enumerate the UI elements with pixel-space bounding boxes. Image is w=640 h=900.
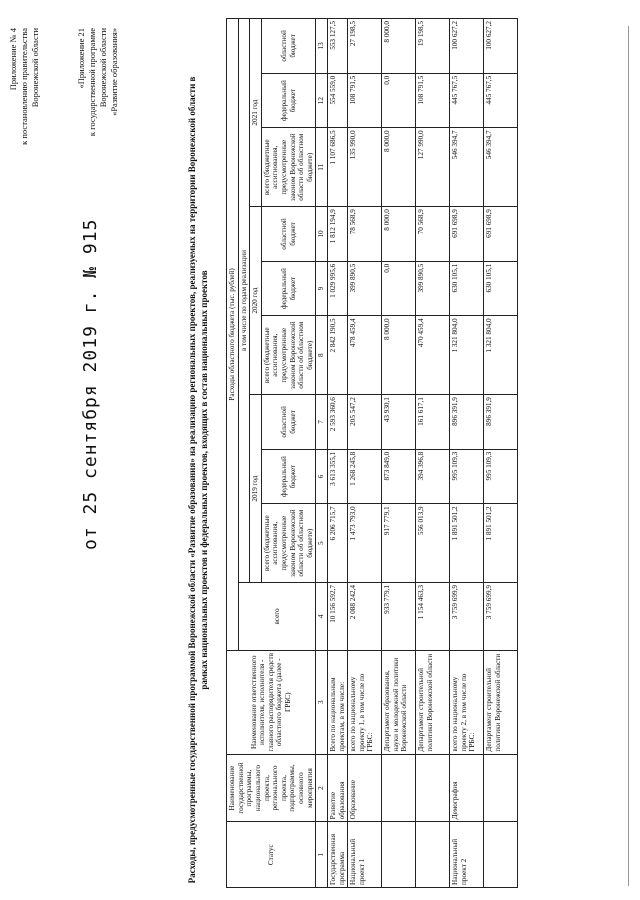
column-index-cell: 8 — [316, 316, 328, 395]
amount-cell: 556 013,9 — [416, 504, 450, 583]
amount-cell: 445 767,5 — [450, 73, 484, 128]
appendix-line: Приложение № 4 — [8, 28, 18, 91]
column-index-cell: 4 — [316, 583, 328, 651]
amount-cell: 2 842 190,5 — [327, 316, 347, 395]
amount-cell: 6 206 715,7 — [327, 504, 347, 583]
appendix-line: Воронежской области — [30, 28, 40, 108]
table-row — [327, 19, 347, 888]
year-2020-header: 2020 год — [250, 207, 262, 395]
amount-cell: 127 990,0 — [416, 128, 450, 207]
amount-cell: 2 088 242,4 — [348, 583, 382, 651]
all-incl-header: всего (бюджетные ассигнования, предусмотренные законом Воронежской области об областном бюджете) — [261, 316, 316, 395]
amount-cell: 1 268 245,8 — [348, 449, 382, 504]
column-index-cell: 11 — [316, 128, 328, 207]
table-row — [484, 19, 518, 888]
amount-cell: 78 568,9 — [348, 207, 382, 262]
status-cell — [484, 822, 518, 888]
table-row — [450, 19, 484, 888]
column-index-cell: 5 — [316, 504, 328, 583]
federal-header: федеральный бюджет — [261, 261, 316, 316]
amount-cell: 135 990,0 — [348, 128, 382, 207]
column-index-cell: 6 — [316, 449, 328, 504]
amount-cell: 933 779,1 — [382, 583, 416, 651]
expenses-table — [226, 18, 518, 888]
amount-cell: 108 791,5 — [416, 73, 450, 128]
amount-cell: 691 698,9 — [484, 207, 518, 262]
executor-cell: Всего по национальным проектам, в том числе: — [327, 650, 347, 754]
amount-cell: 873 849,0 — [382, 449, 416, 504]
table-row — [348, 19, 382, 888]
appendix-line: к постановлению правительства — [19, 28, 29, 145]
amount-cell: 1 029 995,6 — [327, 261, 347, 316]
all-incl-header: всего (бюджетные ассигнования, предусмотренные законом Воронежской области об областном бюджете) — [261, 128, 316, 207]
amount-cell: 3 613 355,1 — [327, 449, 347, 504]
executor-cell: Департамент образования, науки и молодежной политики Воронежской области — [382, 650, 416, 754]
amount-cell: 399 890,5 — [416, 261, 450, 316]
status-cell — [382, 822, 416, 888]
amount-cell: 896 391,9 — [450, 395, 484, 450]
amount-cell: 3 759 699,9 — [450, 583, 484, 651]
federal-header: федеральный бюджет — [261, 449, 316, 504]
amount-cell: 8 000,0 — [382, 128, 416, 207]
executor-cell: всего по национальному проекту 2, в том числе по ГРБС: — [450, 650, 484, 754]
status-cell: Государственная программа — [327, 822, 347, 888]
name-cell: Образование — [348, 754, 382, 822]
amount-cell: 546 394,7 — [450, 128, 484, 207]
appendix-header — [8, 28, 41, 145]
col-status-header: Статус — [227, 822, 316, 888]
regional-header: областной бюджет — [261, 395, 316, 450]
all-incl-header: всего (бюджетные ассигнования, предусмотренные законом Воронежской области об областном бюджете) — [261, 504, 316, 583]
amount-cell: 100 627,2 — [484, 19, 518, 74]
amount-cell: 8 000,0 — [382, 316, 416, 395]
appendix-line: Воронежской области — [98, 28, 108, 108]
column-index-cell: 2 — [316, 754, 328, 822]
amount-cell: 43 930,1 — [382, 395, 416, 450]
amount-cell: 399 890,5 — [348, 261, 382, 316]
amount-cell: 546 394,7 — [484, 128, 518, 207]
amount-cell: 3 759 699,9 — [484, 583, 518, 651]
status-cell: Национальный проект 1 — [348, 822, 382, 888]
title-line: Расходы, предусмотренные государственной программой Воронежской области «Развитие образования» на реализацию региональных проектов, реализуемых на территории Воронежской области в — [187, 76, 197, 884]
amount-cell: 1 107 686,5 — [327, 128, 347, 207]
name-cell: Развитие образования — [327, 754, 347, 822]
amount-cell: 1 891 501,2 — [450, 504, 484, 583]
name-cell — [484, 754, 518, 822]
amount-cell: 0,0 — [382, 73, 416, 128]
amount-cell: 553 127,5 — [327, 19, 347, 74]
amount-cell: 1 154 463,3 — [416, 583, 450, 651]
program-appendix-header — [76, 28, 120, 136]
year-2021-header: 2021 год — [250, 19, 262, 207]
amount-cell: 0,0 — [382, 261, 416, 316]
column-index-cell: 1 — [316, 822, 328, 888]
amount-cell: 205 547,2 — [348, 395, 382, 450]
column-index-cell: 13 — [316, 19, 328, 74]
amount-cell: 691 698,9 — [450, 207, 484, 262]
table-row — [416, 19, 450, 888]
appendix-line: «Развитие образования» — [109, 28, 119, 116]
amount-cell: 917 779,1 — [382, 504, 416, 583]
name-cell — [382, 754, 416, 822]
amount-cell: 1 891 501,2 — [484, 504, 518, 583]
by-years-header: в том числе по годам реализации — [238, 19, 250, 583]
amount-cell: 161 617,1 — [416, 395, 450, 450]
column-index-cell: 12 — [316, 73, 328, 128]
name-cell: Демография — [450, 754, 484, 822]
column-index-cell: 7 — [316, 395, 328, 450]
bottom-rule — [628, 26, 629, 886]
amount-cell: 995 109,3 — [484, 449, 518, 504]
column-index-cell: 10 — [316, 207, 328, 262]
amount-cell: 2 593 360,6 — [327, 395, 347, 450]
amount-cell: 478 459,4 — [348, 316, 382, 395]
amount-cell: 10 156 592,7 — [327, 583, 347, 651]
column-index-cell: 9 — [316, 261, 328, 316]
status-cell — [416, 822, 450, 888]
amount-cell: 1 321 804,0 — [450, 316, 484, 395]
amount-cell: 8 000,0 — [382, 19, 416, 74]
amount-cell: 70 568,9 — [416, 207, 450, 262]
amount-cell: 995 109,3 — [450, 449, 484, 504]
title-line: рамках национальных проектов и федеральных проектов, входящих в состав национальных проектов — [199, 270, 209, 690]
column-index-row — [316, 19, 328, 888]
amount-cell: 1 473 793,0 — [348, 504, 382, 583]
document-title — [186, 70, 210, 890]
amount-cell: 630 105,1 — [450, 261, 484, 316]
amount-cell: 470 459,4 — [416, 316, 450, 395]
column-index-cell: 3 — [316, 650, 328, 754]
amount-cell: 394 396,8 — [416, 449, 450, 504]
amount-cell: 896 391,9 — [484, 395, 518, 450]
executor-cell: всего по национальному проекту 1, в том числе по ГРБС: — [348, 650, 382, 754]
amount-cell: 100 627,2 — [450, 19, 484, 74]
amount-cell: 27 198,5 — [348, 19, 382, 74]
status-cell: Национальный проект 2 — [450, 822, 484, 888]
year-2019-header: 2019 год — [250, 395, 262, 583]
appendix-line: к государственной программе — [87, 28, 97, 137]
table-row — [382, 19, 416, 888]
amount-cell: 1 321 804,0 — [484, 316, 518, 395]
col-executor-header: Наименование ответственного исполнителя, исполнителя - главного распорядителя средств областного бюджета (далее - ГРБС) — [227, 650, 316, 754]
total-header: всего — [238, 583, 316, 651]
regional-header: областной бюджет — [261, 207, 316, 262]
amount-cell: 554 559,0 — [327, 73, 347, 128]
federal-header: федеральный бюджет — [261, 73, 316, 128]
regional-header: областной бюджет — [261, 19, 316, 74]
amount-cell: 1 812 194,9 — [327, 207, 347, 262]
col-name-header: Наименование государственной программы, национального проекта, регионального проекта, подпрограммы, основного мероприятия — [227, 754, 316, 822]
appendix-line: «Приложение 21 — [76, 28, 86, 89]
amount-cell: 445 767,5 — [484, 73, 518, 128]
executor-cell: Департамент строительной политики Воронежской области — [484, 650, 518, 754]
executor-cell: Департамент строительной политики Воронежской области — [416, 650, 450, 754]
name-cell — [416, 754, 450, 822]
amount-cell: 8 000,0 — [382, 207, 416, 262]
amount-cell: 19 198,5 — [416, 19, 450, 74]
amount-cell: 108 791,5 — [348, 73, 382, 128]
date-stamp: от 25 сентября 2019 г. № 915 — [80, 218, 101, 550]
expenses-header: Расходы областного бюджета (тыс. рублей) — [227, 19, 239, 651]
amount-cell: 630 105,1 — [484, 261, 518, 316]
